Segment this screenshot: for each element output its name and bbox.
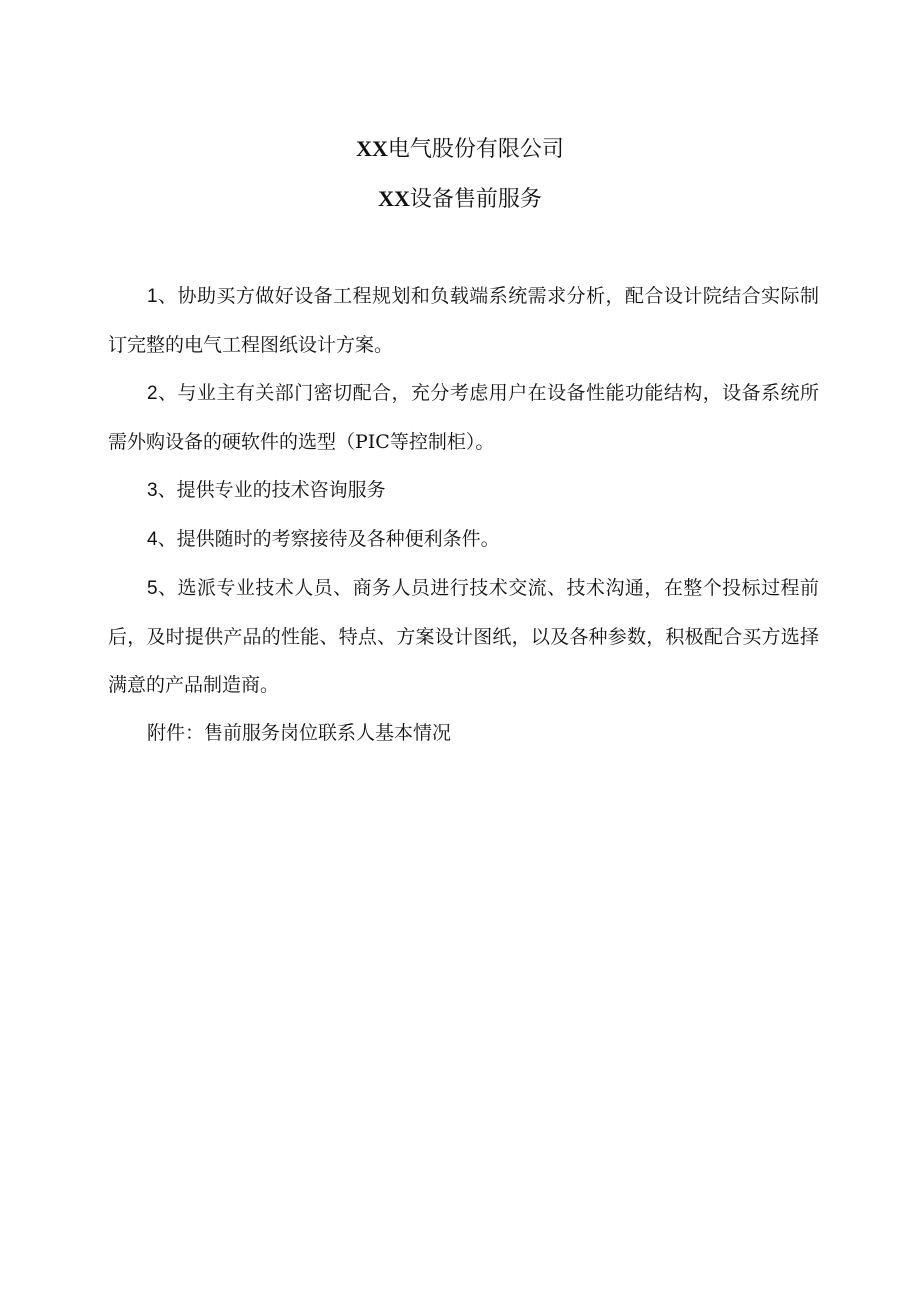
document-subtitle: [0, 184, 920, 215]
paragraph-2: [108, 369, 819, 466]
attachment-note: 附件：售前服务岗位联系人基本情况: [147, 722, 452, 744]
company-title-name: 电气股份有限公司: [387, 137, 564, 162]
paragraph-text: 、提供专业的技术咨询服务: [157, 479, 386, 501]
subtitle-name: 设备售前服务: [409, 187, 542, 212]
paragraph-4: [108, 515, 819, 564]
paragraph-text: 、提供随时的考察接待及各种便利条件。: [157, 528, 500, 550]
paragraph-3: [108, 466, 819, 515]
paragraph-number: 2: [147, 383, 158, 404]
paragraph-text: 、与业主有关部门密切配合，充分考虑用户在设备性能功能结构，设备系统所需外购设备的硬软件的选型（PIC等控制柜）。: [108, 382, 819, 453]
paragraph-number: 5: [147, 578, 158, 599]
company-title-prefix: XX: [356, 136, 388, 161]
paragraph-5: [108, 564, 819, 709]
paragraph-1: [108, 272, 819, 369]
subtitle-prefix: XX: [378, 186, 410, 211]
paragraph-number: 3: [147, 480, 158, 501]
document-body: [108, 272, 819, 757]
paragraph-text: 、协助买方做好设备工程规划和负载端系统需求分析，配合设计院结合实际制订完整的电气工程图纸设计方案。: [108, 285, 819, 356]
company-title: [0, 134, 920, 165]
paragraph-number: 4: [147, 529, 158, 550]
paragraph-number: 1: [147, 286, 158, 307]
paragraph-text: 、选派专业技术人员、商务人员进行技术交流、技术沟通，在整个投标过程前后，及时提供产品的性能、特点、方案设计图纸，以及各种参数，积极配合买方选择满意的产品制造商。: [108, 577, 819, 696]
